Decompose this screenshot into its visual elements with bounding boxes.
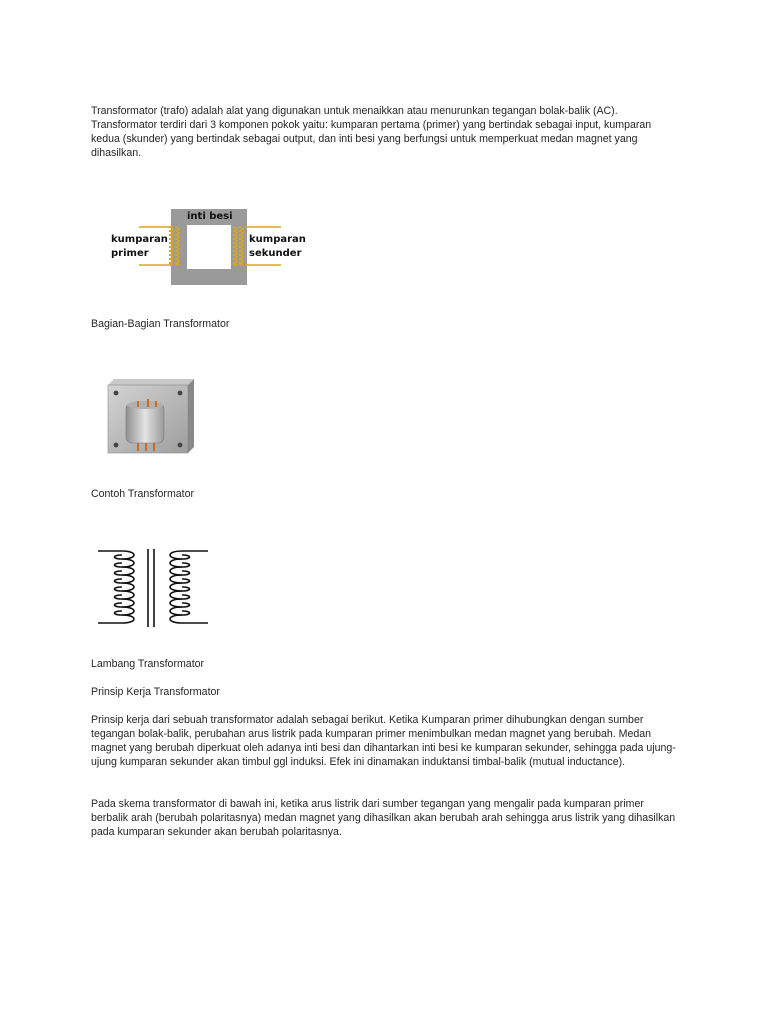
primary-winding-symbol [98, 551, 134, 623]
secondary-winding-symbol [170, 551, 208, 623]
bobbin-top [127, 401, 163, 409]
screw [114, 443, 119, 448]
plate-side-edge [188, 379, 194, 453]
core-label: inti besi [187, 211, 233, 222]
section-heading: Prinsip Kerja Transformator [91, 686, 220, 698]
caption-symbol: Lambang Transformator [91, 658, 205, 670]
core-window [187, 225, 231, 269]
secondary-label-line2: sekunder [249, 248, 302, 259]
intro-paragraph: Transformator (trafo) adalah alat yang digunakan untuk menaikkan atau menurunkan tegangan bolak-balik (AC). Transformator terdiri dari 3 komponen pokok yaitu: kumparan pertama (primer) yang bertindak sebagai input, kumparan kedua (skunder) yang bertindak sebagai output, dan inti besi yang berfungsi untuk memperkuat medan magnet yang dihasilkan. [91, 105, 652, 159]
secondary-label-line1: kumparan [249, 234, 306, 245]
caption-parts: Bagian-Bagian Transformator [91, 318, 230, 330]
transformer-photo [106, 377, 196, 455]
core-lines-symbol [148, 549, 154, 627]
caption-example: Contoh Transformator [91, 488, 195, 500]
screw [114, 391, 119, 396]
plate-top-edge [108, 379, 194, 385]
principle-paragraph-2: Pada skema transformator di bawah ini, ketika arus listrik dari sumber tegangan yang mengalir pada kumparan primer berbalik arah (berubah polaritasnya) medan magnet yang dihasilkan akan berubah arah sehingga arus listrik yang dihasilkan pada kumparan sekunder akan berubah polaritasnya. [91, 798, 676, 838]
screw [178, 391, 183, 396]
transformer-parts-diagram [105, 205, 315, 289]
primary-label-line2: primer [111, 248, 149, 259]
screw [178, 443, 183, 448]
transformer-symbol [96, 547, 210, 629]
primary-label-line1: kumparan [111, 234, 168, 245]
principle-paragraph-1: Prinsip kerja dari sebuah transformator adalah sebagai berikut. Ketika Kumparan primer dihubungkan dengan sumber tegangan bolak-balik, perubahan arus listrik pada kumparan primer menimbulkan medan magnet yang berubah. Medan magnet yang berubah diperkuat oleh adanya inti besi dan dihantarkan inti besi ke kumparan sekunder, sehingga pada ujung-ujung kumparan sekunder akan timbul ggl induksi. Efek ini dinamakan induktansi timbal-balik (mutual inductance). [91, 714, 676, 768]
